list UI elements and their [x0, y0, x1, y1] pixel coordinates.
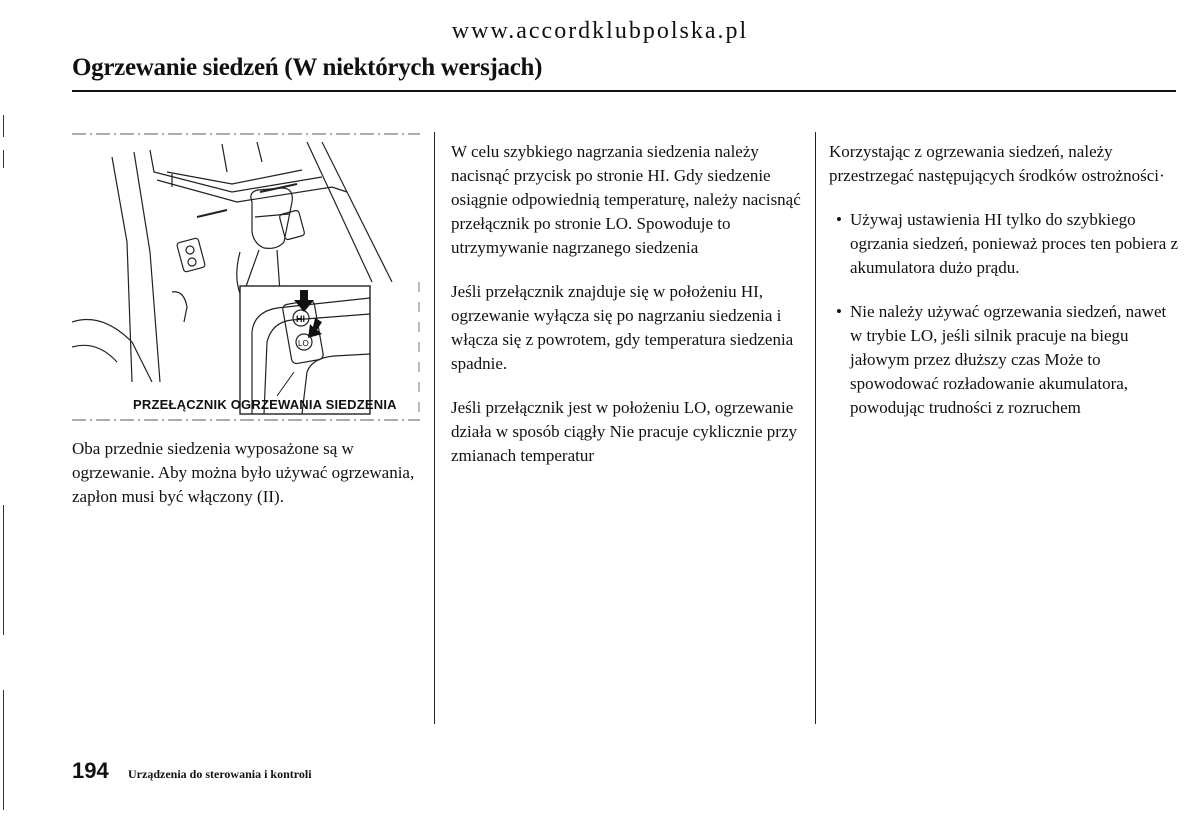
page-number: 194	[72, 758, 109, 783]
column-1	[72, 437, 422, 509]
title-rule	[72, 90, 1176, 92]
paragraph-lo-mode: Jeśli przełącznik jest w położeniu LO, ogrzewanie działa w sposób ciągły Nie pracuje cyklicznie przy zmianach temperatur	[451, 398, 798, 465]
bullet: •	[836, 210, 842, 229]
precautions-list	[829, 208, 1179, 420]
list-item: • Używaj ustawienia HI tylko do szybkiego ogrzania siedzeń, ponieważ proces ten pobiera z akumulatora dużo prądu.	[836, 210, 1179, 277]
paragraph-quick-heat: W celu szybkiego nagrzania siedzenia należy nacisnąć przycisk po stronie HI. Gdy siedzenie osiągnie odpowiednią temperaturę, należy nacisnąć przełącznik po stronie LO. Spowoduje to utrzymywanie nagrzanego siedzenia	[451, 142, 801, 257]
page-edge-mark	[3, 115, 4, 137]
list-item: • Nie należy używać ogrzewania siedzeń, nawet w trybie LO, jeśli silnik pracuje na biegu jałowym przez dłuższy czas Może to spowodować rozładowanie akumulatora, powodując trudności z rozruchem	[836, 302, 1167, 417]
column-divider-left	[434, 132, 435, 724]
hi-label: HI	[296, 314, 305, 324]
console-drawing	[72, 132, 420, 422]
page-edge-mark	[3, 505, 4, 635]
precautions-intro: Korzystając z ogrzewania siedzeń, należy przestrzegać następujących środków ostrożności·	[829, 142, 1165, 185]
page-edge-mark	[3, 690, 4, 810]
paragraph-hi-mode: Jeśli przełącznik znajduje się w położeniu HI, ogrzewanie wyłącza się po nagrzaniu siedzenia i włącza się z powrotem, gdy temperatura siedzenia spadnie.	[451, 282, 794, 373]
column-3	[829, 140, 1179, 440]
lo-label: LO	[298, 339, 309, 348]
column-2	[451, 140, 803, 468]
bullet: •	[836, 302, 842, 321]
intro-paragraph: Oba przednie siedzenia wyposażone są w ogrzewanie. Aby można było używać ogrzewania, zapłon musi być włączony (II).	[72, 439, 415, 506]
footer-section-title: Urządzenia do sterowania i kontroli	[128, 767, 312, 781]
page-edge-mark	[3, 150, 4, 168]
website-header: www.accordklubpolska.pl	[451, 18, 749, 44]
figure-caption: PRZEŁĄCZNIK OGRZEWANIA SIEDZENIA	[133, 397, 397, 412]
column-divider-right	[815, 132, 816, 724]
page-title: Ogrzewanie siedzeń (W niektórych wersjach)	[72, 54, 543, 81]
seat-heater-illustration	[72, 132, 420, 422]
